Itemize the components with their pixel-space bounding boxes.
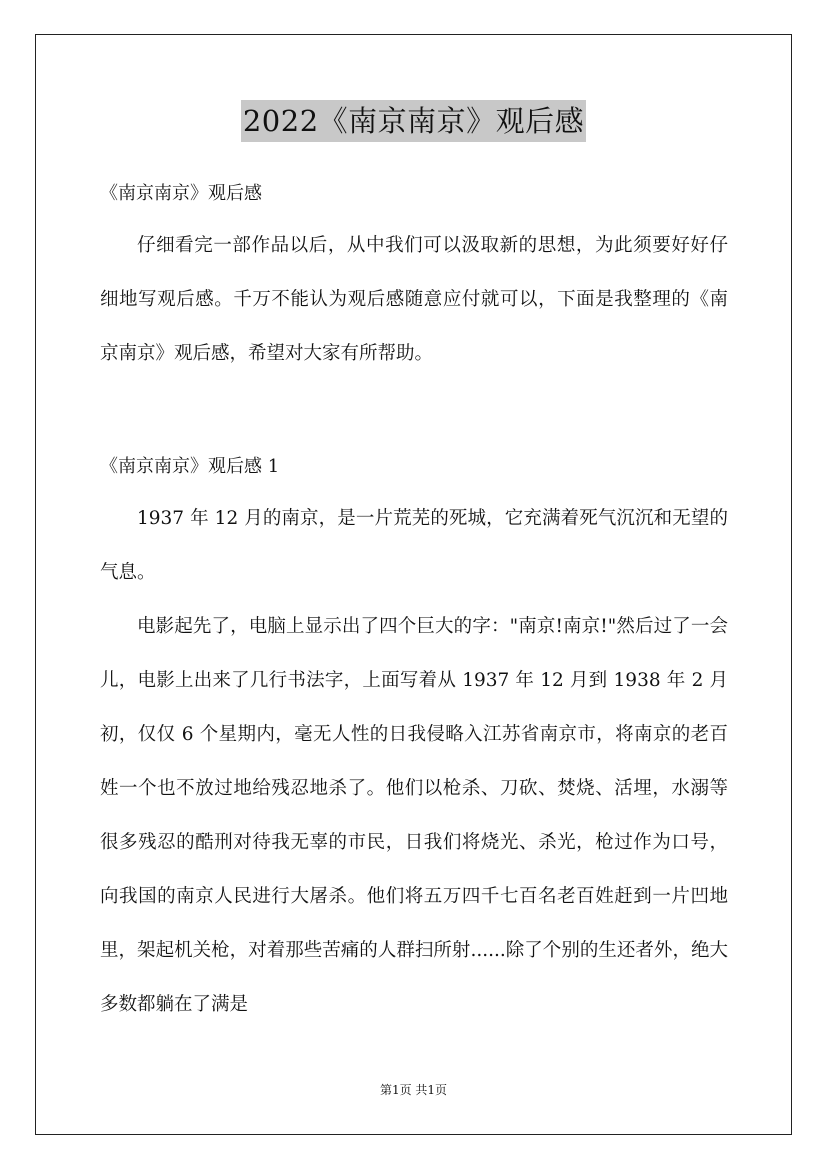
document-title-text: 2022《南京南京》观后感	[241, 100, 586, 142]
intro-paragraph: 仔细看完一部作品以后，从中我们可以汲取新的思想，为此须要好好仔细地写观后感。千万不能认为观后感随意应付就可以，下面是我整理的《南京南京》观后感，希望对大家有所帮助。	[100, 235, 728, 364]
section-heading: 《南京南京》观后感 1	[100, 456, 280, 477]
body-paragraph-1: 1937 年 12 月的南京，是一片荒芜的死城，它充满着死气沉沉和无望的气息。	[100, 508, 728, 583]
page-footer: 第1页 共1页	[379, 1083, 448, 1097]
body-paragraph-2: 电影起先了，电脑上显示出了四个巨大的字："南京!南京!"然后过了一会儿，电影上出来了几行书法字，上面写着从 1937 年 12 月到 1938 年 2 月初，仅仅 6 个星期内，毫无人性的日我侵略入江苏省南京市，将南京的老百姓一个也不放过地给残忍地杀了。他们以枪杀、刀砍、焚烧、活埋，水溺等很多残忍的酷刑对待我无辜的市民，日我们将烧光、杀光，枪过作为口号，向我国的南京人民进行大屠杀。他们将五万四千七百名老百姓赶到一片凹地里，架起机关枪，对着那些苦痛的人群扫所射......除了个别的生还者外，绝大多数都躺在了满是	[100, 616, 728, 1015]
subtitle: 《南京南京》观后感	[100, 183, 262, 204]
document-title	[0, 100, 827, 142]
